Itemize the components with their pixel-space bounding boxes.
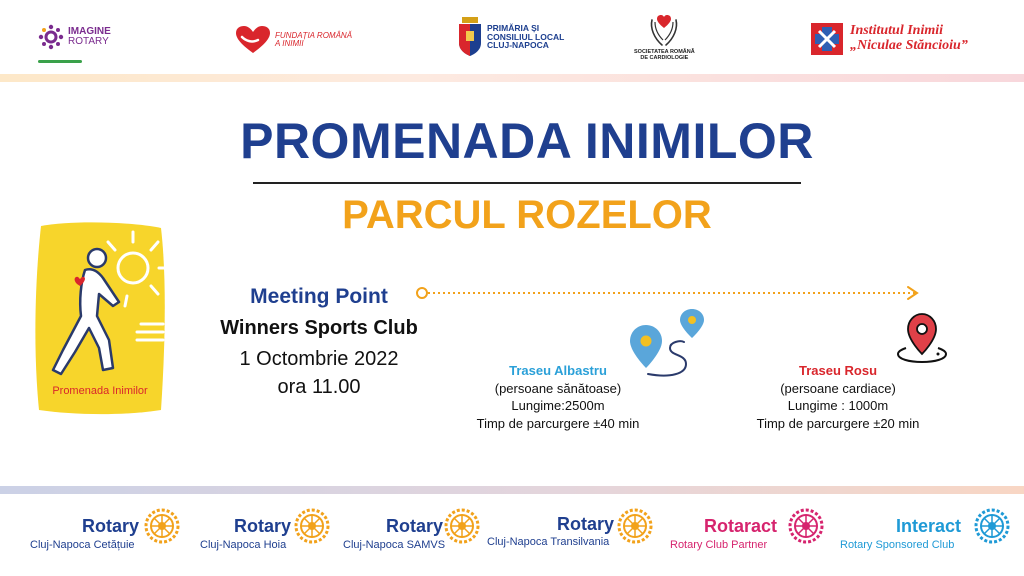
red-route-info bbox=[748, 362, 928, 432]
blue-route-info bbox=[458, 362, 658, 432]
club-logo-interact bbox=[840, 508, 1020, 556]
fundatia-line1: FUNDAȚIA ROMÂNĂ bbox=[275, 30, 353, 40]
club-logo-rotaract bbox=[670, 508, 830, 556]
club-subtitle: Rotary Sponsored Club bbox=[840, 539, 955, 551]
imagine-line1: IMAGINE bbox=[68, 25, 111, 37]
rotary-wheel-icon bbox=[294, 508, 330, 544]
club-name: Rotary bbox=[386, 516, 444, 536]
medical-cross-icon bbox=[810, 22, 844, 56]
blue-route-length: Lungime:2500m bbox=[511, 398, 605, 413]
top-color-stripe bbox=[0, 74, 1024, 82]
meeting-point-label: Meeting Point bbox=[250, 285, 388, 308]
red-route-duration: Timp de parcurgere ±20 min bbox=[756, 415, 920, 431]
rotary-wheel-icon bbox=[617, 508, 653, 544]
rotaract-wheel-icon bbox=[788, 508, 824, 544]
institutul-line1: Institutul Inimii bbox=[850, 23, 943, 39]
walker-logo-label: Promenada Inimilor bbox=[52, 385, 148, 397]
red-route-pin-icon bbox=[896, 310, 948, 364]
event-location-title: PARCUL ROZELOR bbox=[342, 193, 712, 237]
primaria-line1: PRIMĂRIA ȘI bbox=[487, 22, 540, 33]
imagine-rotary-logo bbox=[38, 24, 111, 50]
club-name: Rotaract bbox=[704, 516, 778, 536]
club-subtitle: Cluj-Napoca Transilvania bbox=[487, 536, 610, 548]
societatea-line2: DE CARDIOLOGIE bbox=[640, 54, 689, 61]
primaria-line2: CONSILIUL LOCAL bbox=[487, 31, 565, 42]
primaria-line3: CLUJ-NAPOCA bbox=[487, 40, 549, 51]
societatea-line1: SOCIETATEA ROMÂNĂ bbox=[634, 49, 695, 55]
meeting-place: Winners Sports Club bbox=[220, 317, 418, 339]
institutul-line2: „Niculae Stăncioiu” bbox=[850, 38, 968, 53]
club-logo-cetatuie bbox=[30, 508, 190, 556]
imagine-rotary-icon bbox=[38, 24, 64, 50]
club-subtitle: Cluj-Napoca Hoia bbox=[200, 539, 287, 551]
sponsor-logo-bar bbox=[0, 0, 1024, 74]
heart-hands-icon bbox=[234, 25, 272, 55]
club-logo-samvs bbox=[343, 508, 483, 556]
red-route-length: Lungime : 1000m bbox=[787, 398, 889, 413]
club-name: Rotary bbox=[82, 516, 140, 536]
primaria-cluj-napoca-logo bbox=[458, 17, 564, 57]
club-name: Rotary bbox=[234, 516, 292, 536]
club-subtitle: Rotary Club Partner bbox=[670, 539, 768, 551]
fundatia-romana-a-inimii-logo bbox=[234, 25, 352, 55]
route-arrow bbox=[412, 284, 924, 302]
red-route-name: Traseu Rosu bbox=[798, 363, 878, 378]
club-subtitle: Cluj-Napoca Cetățuie bbox=[30, 539, 135, 551]
club-subtitle: Cluj-Napoca SAMVS bbox=[343, 539, 446, 551]
fundatia-line2: A INIMII bbox=[275, 39, 304, 48]
blue-route-duration: Timp de parcurgere ±40 min bbox=[476, 415, 640, 431]
bottom-color-stripe bbox=[0, 486, 1024, 494]
club-name: Interact bbox=[896, 516, 962, 536]
red-route-audience: (persoane cardiace) bbox=[780, 380, 896, 396]
rotary-wheel-icon bbox=[144, 508, 180, 544]
heart-in-hands-icon bbox=[646, 12, 682, 48]
club-name: Rotary bbox=[557, 514, 615, 534]
imagine-line2: ROTARY bbox=[68, 36, 109, 47]
societatea-romana-de-cardiologie-logo bbox=[634, 12, 695, 62]
event-title: PROMENADA INIMILOR bbox=[240, 113, 814, 169]
interact-wheel-icon bbox=[974, 508, 1010, 544]
title-divider bbox=[253, 182, 801, 184]
imagine-underline bbox=[38, 60, 82, 63]
event-time: ora 11.00 bbox=[277, 376, 361, 398]
institutul-inimii-logo bbox=[810, 22, 968, 56]
rotary-wheel-icon bbox=[444, 508, 480, 544]
club-logo-hoia bbox=[200, 508, 340, 556]
blue-route-name: Traseu Albastru bbox=[509, 363, 607, 378]
event-date: 1 Octombrie 2022 bbox=[239, 348, 399, 370]
blue-route-audience: (persoane sănătoase) bbox=[494, 380, 622, 396]
club-logo-transilvania bbox=[487, 508, 657, 556]
city-crest-icon bbox=[458, 17, 482, 57]
